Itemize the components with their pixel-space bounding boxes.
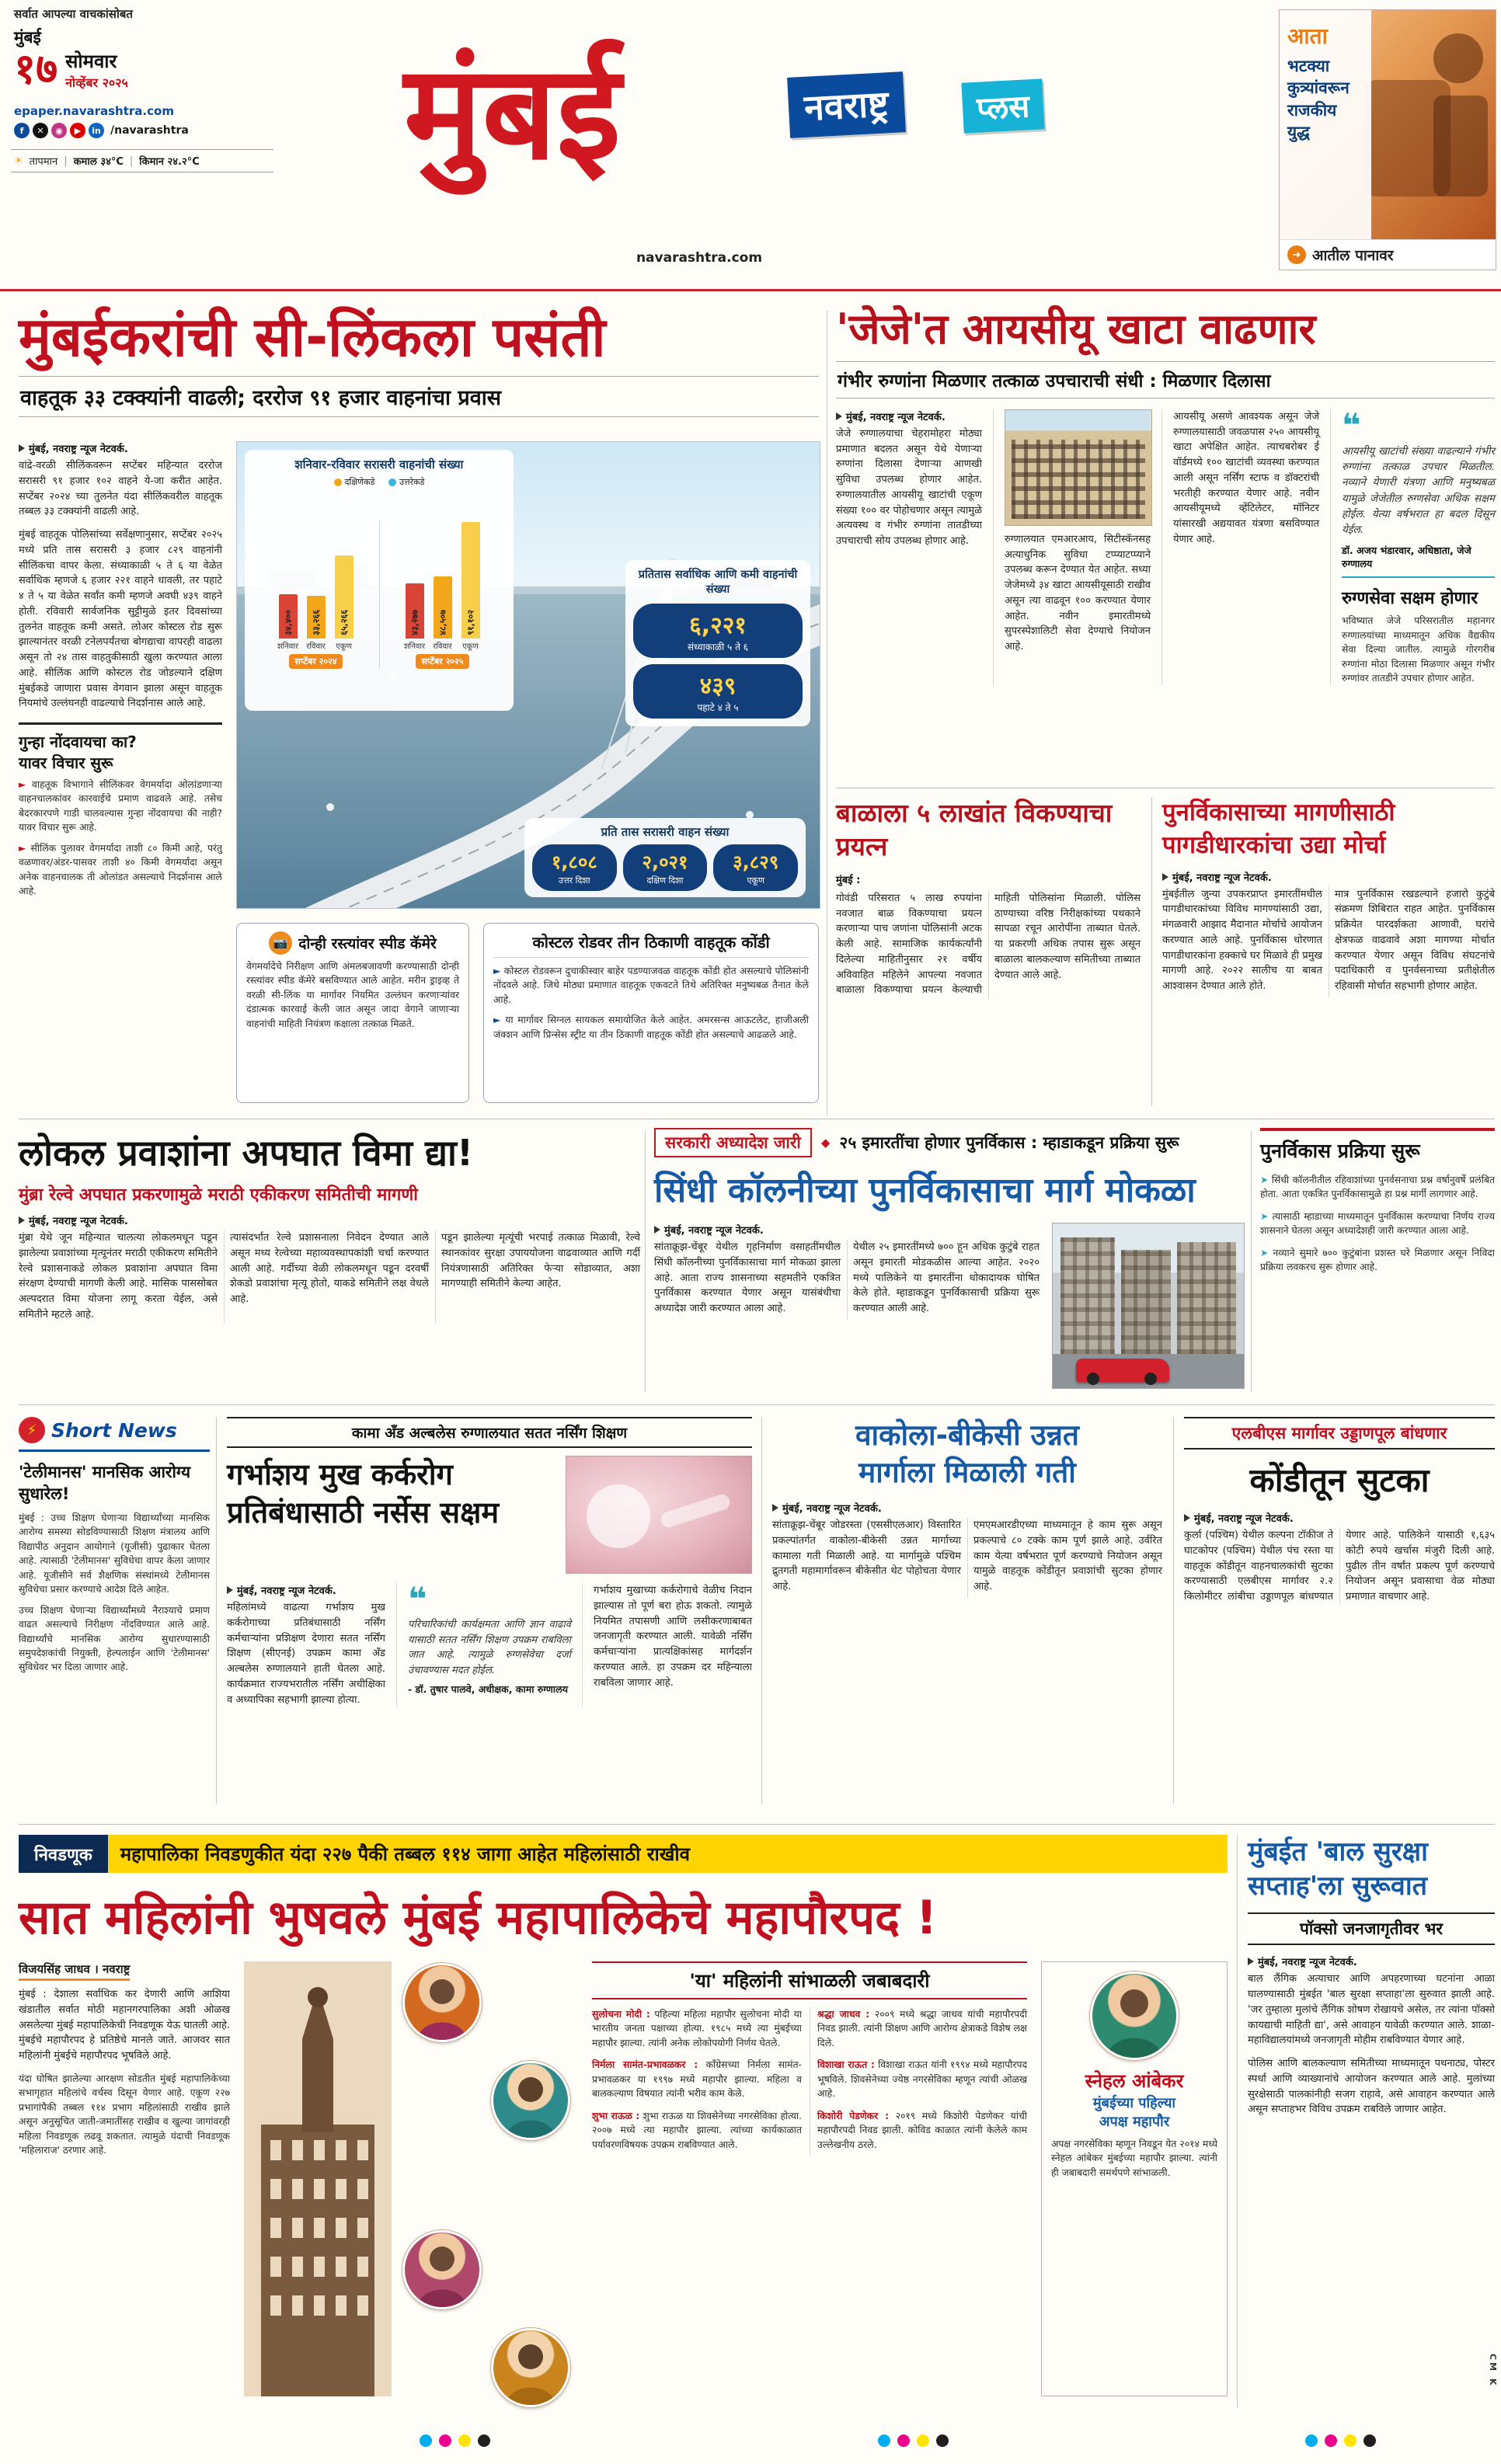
dateline (14, 44, 128, 93)
snehal-sub2: अपक्ष महापौर (1099, 2114, 1170, 2130)
mayor-portrait (402, 1963, 482, 2042)
jj-hospital-photo (1005, 409, 1152, 526)
peak-low-label: पहाटे ४ ते ५ (697, 701, 739, 713)
youtube-icon[interactable]: ▶ (70, 123, 85, 138)
chart-group-2025: ४३,२७७ शनिवार ४८,५०७ रविवार ९१,१०२ एकूण सप्टेंबर २०२५ (403, 520, 482, 669)
insurance-headline: लोकल प्रवाशांना अपघात विमा द्या! (19, 1132, 473, 1174)
jj-subhead: गंभीर रुग्णांना मिळणार तत्काळ उपचाराची संधी : मिळणार दिलासा (836, 361, 1495, 398)
sealink-para1: वांद्रे-वरळी सीलिंकवरून सप्टेंबर महिन्यात दररोज सरासरी ९१ हजार १०२ वाहने ये-जा करीत आहेत. सप्टेंबर २०२४ च्या तुलनेत यंदा सीलिंकवरील वाहतूक तब्बल ३३ टक्क्यांनी वाढली आहे. (19, 460, 222, 518)
divider (1251, 1131, 1252, 1392)
instagram-icon[interactable]: ◉ (51, 123, 67, 138)
divider (761, 1417, 762, 1804)
baby-headline: बाळाला ५ लाखांत विकण्याचा प्रयत्न (836, 798, 1113, 861)
cancer-col3 (594, 1583, 752, 1707)
cancer-col1-text: महिलांमध्ये वाढत्या गर्भाशय मुख कर्करोगाच्या प्रतिबंधासाठी नर्सिंग कर्मचाऱ्यांना प्रशिक्षण देणारा सतत नर्सिंग शिक्षण (सीएनई) उपक्रम कामा अँड अल्बलेस रुग्णालयाने हाती घेतला आहे. कार्यक्रमात राज्यभरातील नर्सिंग अधीक्षिका व अध्यापिका सहभागी झाल्या होत्या. (227, 1602, 385, 1706)
cancer-quote-text: परिचारिकांची कार्यक्षमता आणि ज्ञान वाढावे यासाठी सतत नर्सिंग शिक्षण उपक्रम राबविला जात आहे. त्यामुळे रुग्णसेवेचा दर्जा उंचावण्यास मदत होईल. (408, 1619, 571, 1676)
peak-high-label: संध्याकाळी ५ ते ६ (687, 641, 748, 653)
chart-group-label-2024: सप्टेंबर २०२४ (289, 654, 343, 669)
sindhi-kicker: सरकारी अध्यादेश जारी (654, 1128, 812, 1157)
article-local-insurance (19, 1128, 640, 1398)
sealink-headline: मुंबईकरांची सी-लिंकला पसंती (19, 305, 606, 369)
cancer-quote-col (396, 1580, 583, 1707)
childsafety-headline-line1: मुंबईत 'बाल सुरक्षा (1248, 1836, 1428, 1867)
quote-icon: ❝ (1342, 405, 1361, 444)
sindhi-col2: येथील २५ इमारतींमध्ये ७०० हून अधिक कुटुंबे राहत असून इमारती मोडकळीस आल्या आहेत. २०२० मध्ये पालिकेने या इमारतींना धोकादायक घोषित केले होते. म्हाडाकडून पुनर्विकासाची प्रक्रिया सुरू करण्यात आली आहे. (853, 1241, 1040, 1314)
hourly-card-title: प्रति तास सरासरी वाहन संख्या (601, 825, 730, 839)
sindhi-content (654, 1223, 1245, 1389)
masthead-title: मुंबई (404, 37, 621, 189)
cmyk-registration-dots (420, 2434, 497, 2450)
election-content (19, 1961, 1228, 2396)
election-headline: सात महिलांनी भुषवले मुंबई महापालिकेचे महापौरपद ! (19, 1891, 938, 1945)
hourly-stat-total: ३,८२९ एकूण (713, 844, 798, 891)
chart-group-label-2025: सप्टेंबर २०२५ (416, 654, 470, 669)
crime-box-title2: यावर विचार सुरू (19, 753, 113, 772)
date-monthyear: नोव्हेंबर २०२५ (65, 75, 128, 90)
divider (645, 1131, 646, 1392)
redev-bullet-3: ➤ नव्याने सुमारे ७०० कुटुंबांना प्रशस्त घरे मिळणार असून निविदा प्रक्रिया लवकरच सुरू होणार आहे. (1260, 1247, 1495, 1273)
childsafety-body2: पोलिस आणि बालकल्याण समितीच्या माध्यमातून पथनाट्य, पोस्टर स्पर्धा आणि व्याख्यानांचे आयोजन करण्यात आले आहे. मुलांच्या सुरक्षेसाठी पालकांनीही सजग राहावे, असे आवाहन करण्यात आले असून सप्ताहभर विविध उपक्रम राबविले जाणार आहेत. (1248, 2058, 1495, 2116)
election-body2: यंदा घोषित झालेल्या आरक्षण सोडतीत मुंबई महापालिकेच्या सभागृहात महिलांचे वर्चस्व दिसून येणार आहे. एकूण २२७ प्रभागांपैकी तब्बल ११४ प्रभाग महिलांसाठी राखीव झाले असून अनुसूचित जाती-जमातींसह राखीव व खुल्या जागांवरही महिला निवडणूक लढवू शकतात. त्यामुळे यंदाची निवडणूक 'महिलाराज' ठरणार आहे. (19, 2072, 230, 2156)
sealink-para2: मुंबई वाहतूक पोलिसांच्या सर्वेक्षणानुसार, सप्टेंबर २०२५ मध्ये प्रति तास सरासरी ३ हजार ८२९ वाहनांनी सीलिंकचा वापर केला. संध्याकाळी ५ ते ६ या वेळेत सर्वाधिक म्हणजे ६ हजार २२१ वाहने धावली, तर पहाटे ४ ते ५ या वेळेत सर्वांत कमी म्हणजे अवघी ४३९ वाहने होती. रविवारी सार्वजनिक सुट्टीमुळे इतर दिवसांच्या तुलनेत वाहतूक कमी असते. लोअर कोस्टल रोड सुरू झाल्यानंतर वरळी टनेलपर्यंतचा बोगद्याचा वापरही वाढला असून तो २४ तास वाहतुकीसाठी खुला करण्यात आला आहे. सीलिंक आणि कोस्टल रोड जोडल्याने दक्षिण मुंबईकडे जाणारा प्रवास वेगवान झाला असून वाहतूक नियमांचे उल्लंघनही वाढल्याचे निदर्शनास आले आहे. (19, 529, 222, 710)
divider (1151, 797, 1152, 1106)
legend-item-north: उत्तरेकडे (388, 477, 424, 487)
legend-dot-south (334, 479, 342, 486)
vakola-col1: सांताक्रूझ-चेंबूर जोडरस्ता (एससीएलआर) विस्तारित प्रकल्पांतर्गत वाकोला-बीकेसी उन्नत मार्गाच्या कामाला गती मिळाली आहे. या मार्गामुळे पश्चिम द्रुतगती महामार्गावरून बीकेसीत थेट पोहोचता येणार आहे. (772, 1519, 961, 1593)
crime-bullet-1: ► वाहतूक विभागाने सीलिंकवर वेगमर्यादा ओलांडणाऱ्या वाहनचालकांवर कारवाईचे प्रमाण वाढवले आहे. तसेच बेदरकारपणे गाडी चालवल्यास गुन्हा नोंदवायचा की नाही? यावर विचार सुरू आहे. (19, 779, 222, 834)
promo-line1: आता (1287, 23, 1328, 49)
site-url[interactable]: navarashtra.com (636, 250, 763, 266)
mayors-title: 'या' महिलांनी सांभाळली जबाबदारी (592, 1961, 1027, 1999)
promo-arrow-icon: ➜ (1287, 245, 1306, 264)
sealink-photo (236, 441, 820, 909)
pagdi-col1: मुंबईतील जुन्या उपकरप्राप्त इमारतींमधील पागडीधारकांच्या विविध मागण्यांसाठी उद्या, मंगळवारी आझाद मैदानात मोर्चाचे आयोजन करण्यात आले आहे. पुनर्विकास धोरणात पागडीधारकांना हक्काचे घर मिळावे ही प्रमुख मागणी आहे. २०२२ सालीच या बाबत आश्वासन देण्यात आले होते. (1162, 888, 1322, 993)
jj-substory-title: रुग्णसेवा सक्षम होणार (1342, 589, 1478, 609)
jj-col3-text: आयसीयू असणे आवश्यक असून जेजे रुग्णालयासाठी जवळपास २५० आयसीयू खाटा अपेक्षित आहेत. त्याचबरोबर ई वॉर्डमध्ये १०० खाटांची व्यवस्था करण्यात आली असून नर्सिंग स्टाफ व डॉक्टरांची भरतीही करण्यात येणार आहे. नवीन आयसीयूमध्ये व्हेंटिलेटर, मॉनिटर यांसारखी अद्ययावत यंत्रणा बसविण्यात येणार आहे. (1173, 410, 1319, 545)
weather-min: किमान २४.२°C (139, 156, 200, 168)
jj-byline: मुंबई, नवराष्ट्र न्यूज नेटवर्क. (836, 409, 982, 423)
article-lbs-flyover (1184, 1417, 1495, 1805)
redev-title: पुनर्विकास प्रक्रिया सुरू (1260, 1128, 1495, 1164)
shortnews-body2: उच्च शिक्षण घेणाऱ्या विद्यार्थ्यांमध्ये नैराश्याचे प्रमाण वाढत असल्याचे निरीक्षण नोंदविण्यात आले आहे. विद्यार्थ्यांचे मानसिक आरोग्य सुधारण्यासाठी समुपदेशकांची नियुक्ती, हेल्पलाईन आणि 'टेलीमानस' सुविधेवर भर दिला जाणार आहे. (19, 1604, 210, 1673)
x-icon[interactable]: ✕ (33, 123, 48, 138)
article-child-safety (1248, 1835, 1495, 2414)
pointer-icon: ► (19, 842, 26, 854)
hourly-stat-south: २,०२१ दक्षिण दिशा (623, 844, 708, 891)
insurance-col3: पडून झालेल्या मृत्यूंची भरपाई तत्काळ मिळावी, रेल्वे स्थानकांवर सुरक्षा उपाययोजना वाढवाव्यात आणि गर्दी नियंत्रणासाठी अतिरिक्त फेऱ्या सोडाव्यात, अशा मागण्याही समितीने केल्या आहेत. (441, 1232, 640, 1290)
article-sealink (19, 305, 819, 1115)
snehal-portrait (1090, 1972, 1179, 2060)
promo-teaser[interactable] (1279, 9, 1496, 270)
baby-body: गोवंडी परिसरात ५ लाख रुपयांना नवजात बाळ विकण्याचा प्रयत्न करणाऱ्या पाच जणांना पोलिसांनी अटक केली आहे. सामाजिक कार्यकर्त्यांनी दिलेल्या माहितीनुसार २१ वर्षीय अविवाहित महिलेने आपल्या नवजात बाळाला विकण्याचा प्रयत्न केल्याची माहिती पोलिसांना मिळाली. पोलिस ठाण्याच्या वरिष्ठ निरीक्षकांच्या पथकाने सापळा रचून आरोपींना ताब्यात घेतले. या प्रकरणी अधिक तपास सुरू असून बाळाला बालकल्याण समितीच्या ताब्यात देण्यात आले आहे. (836, 892, 1141, 997)
masthead-tagline: सर्वात आपल्या वाचकांसोबत (14, 7, 133, 21)
mayor-entry: सुलोचना मोदी : पहिल्या महिला महापौर सुलोचना मोदी या भारतीय जनता पक्षाच्या होत्या. १९८५ मध्ये त्या मुंबईच्या महापौर झाल्या. त्यांनी अनेक लोकोपयोगी निर्णय घेतले. (592, 2009, 802, 2048)
jj-col2-text: रुग्णालयात एमआरआय, सिटीस्कॅनसह अत्याधुनिक सुविधा टप्प्याटप्प्याने उपलब्ध करून देण्यात येत आहेत. सध्या जेजेमध्ये ३४ खाटा आयसीयूसाठी राखीव असून त्या वाढवून १०० करण्यात येणार आहेत. नवीन इमारतीमध्ये सुपरस्पेशालिटी सेवा देण्याचे नियोजन आहे. (1005, 533, 1151, 653)
social-row (14, 123, 189, 138)
redev-bullet-2: ➤ त्यासाठी म्हाडाच्या माध्यमातून पुनर्विकास करण्याचा निर्णय राज्य शासनाने घेतला असून अध्यादेशही जारी करण्यात आला आहे. (1260, 1210, 1495, 1237)
promo-line2: भटक्या कुत्र्यांवरून राजकीय युद्ध (1287, 57, 1350, 142)
masthead-header (0, 0, 1501, 292)
camera-icon: 📷 (269, 931, 292, 955)
sindhi-kicker-row (654, 1128, 1245, 1157)
jj-quote-author: डॉ. अजय भंडारवार, अधिष्ठाता, जेजे रुग्णालय (1342, 544, 1495, 578)
cancer-top (227, 1456, 752, 1574)
linkedin-icon[interactable]: in (89, 123, 104, 138)
sidebar-redev-process (1260, 1128, 1495, 1398)
baby-body-wrap (836, 872, 1141, 998)
vehicles-bar-chart (252, 520, 506, 669)
nursing-photo (566, 1456, 752, 1574)
mayor-entry: श्रद्धा जाधव : २००९ मध्ये श्रद्धा जाधव यांची महापौरपदी निवड झाली. त्यांनी शिक्षण आणि आरोग्य क्षेत्राकडे विशेष लक्ष दिले. (817, 2009, 1028, 2048)
election-text-col (19, 1961, 230, 2396)
divider (216, 1417, 217, 1804)
article-women-mayors (19, 1835, 1228, 2414)
social-handle[interactable]: /navarashtra (110, 124, 189, 137)
mayor-entry: शुभा राऊळ : शुभा राऊळ या शिवसेनेच्या नगरसेविका होत्या. २००७ मध्ये त्या महापौर झाल्या. त्यांच्या कार्यकाळात पर्यावरणविषयक उपक्रम राबविण्यात आले. (592, 2110, 802, 2150)
crime-bullet-2: ► सीलिंक पुलावर वेगमर्यादा ताशी ८० किमी आहे, परंतु वळणावर/अंडर-पासवर ताशी ४० किमी वेगमर्यादा असून अनेक वाहनचालक ती ओलांडत असल्याचे निदर्शनास आले आहे. (19, 842, 222, 897)
article-sindhi-colony (654, 1128, 1245, 1398)
insurance-col2: त्यासंदर्भात रेल्वे प्रशासनाला निवेदन देण्यात आले असून मध्य रेल्वेच्या महाव्यवस्थापकांशी चर्चा करण्यात आली आहे. गर्दीच्या वेळी लोकलमधून पडून दरवर्षी शेकडो प्रवाशांचा मृत्यू होतो, याकडे समितीने लक्ष वेधले आहे. (230, 1232, 429, 1305)
chart-title: शनिवार-रविवार सरासरी वाहनांची संख्या (294, 458, 464, 472)
epaper-link[interactable]: epaper.navarashtra.com (14, 104, 174, 118)
edition-city: मुंबई (14, 28, 41, 47)
snehal-box (1041, 1961, 1228, 2396)
go-arrow-icon: ➤ (1260, 1210, 1269, 1222)
pagdi-byline: मुंबई, नवराष्ट्र न्यूज नेटवर्क. (1162, 870, 1495, 884)
sun-icon: ☀ (14, 155, 23, 167)
election-intro: मुंबई : देशाला सर्वाधिक कर देणारी आणि आशिया खंडातील सर्वात मोठी महानगरपालिका अशी ओळख असलेल्या मुंबई महापालिकेची निवडणूक येऊ घातली आहे. मुंबईचे महापौरपद हे प्रतिष्ठेचे मानले जाते. आजवर सात महिलांनी मुंबईचे महापौरपद भूषविले आहे. (19, 1989, 230, 2062)
mayor-entry: किशोरी पेडणेकर : २०१९ मध्ये किशोरी पेडणेकर यांची महापौरपदी निवड झाली. कोविड काळात त्यांनी केलेले काम उल्लेखनीय ठरले. (817, 2110, 1027, 2150)
promo-caption (1280, 10, 1371, 240)
speed-box-title: दोन्ही रस्त्यांवर स्पीड कॅमेरे (298, 935, 437, 952)
short-news-brand (19, 1417, 210, 1452)
snehal-name: स्नेहल आंबेकर (1085, 2070, 1184, 2092)
sindhi-col1: सांताक्रूझ-चेंबूर येथील गृहनिर्माण वसाहतींमधील सिंधी कॉलनीच्या पुनर्विकासाचा मार्ग मोकळा झाला आहे. आता राज्य शासनाच्या सहमतीने एकत्रित पुनर्विकास करण्यात येणार असून यासंबंधीचा अध्यादेश जारी करण्यात आला आहे. (654, 1241, 841, 1314)
election-visual (244, 1961, 578, 2396)
sealink-text-column (19, 441, 222, 899)
insurance-subhead: मुंब्रा रेल्वे अपघात प्रकरणामुळे मराठी एकीकरण समितीची मागणी (19, 1185, 418, 1205)
cancer-kicker: कामा अँड अल्बलेस रुग्णालयात सतत नर्सिंग शिक्षण (227, 1417, 752, 1448)
speed-box-body: वेगमर्यादेचे निरीक्षण आणि अंमलबजावणी करण्यासाठी दोन्ही रस्त्यांवर स्पीड कॅमेरे बसविण्यात आले आहेत. मरीन ड्राइव्ह ते वरळी सी-लिंक या मार्गावर नियमित उल्लंघन करणाऱ्यांवर दंडात्मक कारवाई केली जात असून जादा वेगाने जाणाऱ्या वाहनांची माहिती नियंत्रण कक्षाला तत्काळ मिळते. (246, 961, 459, 1029)
sealink-subhead: वाहतूक ३३ टक्क्यांनी वाढली; दररोज ९१ हजार वाहनांचा प्रवास (19, 376, 819, 417)
insurance-byline: मुंबई, नवराष्ट्र न्यूज नेटवर्क. (19, 1213, 640, 1227)
sindhi-colony-photo (1052, 1223, 1245, 1389)
childsafety-body1: बाल लैंगिक अत्याचार आणि अपहरणाच्या घटनांना आळा घालण्यासाठी मुंबईत 'बाल सुरक्षा सप्ताहा'ला सुरुवात झाली आहे. 'जर तुम्हाला मुलांचे लैंगिक शोषण रोखायचे असेल, तर त्यांना पॉक्सो कायद्याची माहिती द्या', असे आवाहन यावेळी करण्यात आले. शाळा-महाविद्यालयांमध्ये जनजागृती मोहीम राबविण्यात येणार आहे. (1248, 1973, 1495, 2047)
lbs-kicker: एलबीएस मार्गावर उड्डाणपूल बांधणार (1184, 1417, 1495, 1450)
divider (19, 1404, 1495, 1405)
election-band (19, 1835, 1228, 1873)
lbs-headline: कोंडीतून सुटका (1249, 1461, 1430, 1499)
divider (1173, 1417, 1174, 1804)
jj-quote-text: आयसीयू खाटांची संख्या वाढल्याने गंभीर रुग्णांना तत्काळ उपचार मिळतील. नव्याने येणारी यंत्रणा आणि मनुष्यबळ यामुळे जेजेतील रुग्णसेवा अधिक सक्षम होईल. येत्या वर्षभरात हा बदल दिसून येईल. (1342, 444, 1495, 537)
pointer-icon: ► (493, 1014, 501, 1026)
vakola-col2: एमएमआरडीएच्या माध्यमातून हे काम सुरू असून प्रकल्पाचे ८० टक्के काम पूर्ण झाले आहे. उर्वरित काम येत्या वर्षभरात पूर्ण करण्याचे नियोजन असून यामुळे वाहतूक कोंडीतून प्रवाशांची सुटका होणार आहे. (973, 1519, 1162, 1593)
weather-strip: ☀ तापमान | कमाल ३४°C | किमान २४.२°C (11, 149, 273, 172)
vehicles-chart-card (245, 450, 514, 711)
coastal-bullet-2: ► या मार्गावर सिग्नल सायकल समायोजित केले आहेत. अमरसन्स आऊटलेट, हाजीअली जंक्शन आणि प्रिन्सेस स्ट्रीट या तीन ठिकाणी वाहतूक कोंडी होत असल्याचे आढळले आहे. (493, 1014, 809, 1040)
childsafety-headline-line2: सप्ताह'ला सुरूवात (1248, 1871, 1428, 1902)
election-byline: विजयसिंह जाधव । नवराष्ट्र (19, 1961, 130, 1981)
chart-group-2024: ३४,४०० शनिवार ३३,२६६ रविवार ६५,२६६ एकूण सप्टेंबर २०२४ (277, 520, 356, 669)
weather-label: तापमान (29, 156, 58, 168)
election-label: निवडणूक (19, 1835, 108, 1873)
cancer-col1: मुंबई, नवराष्ट्र न्यूज नेटवर्क. महिलांमध्ये वाढत्या गर्भाशय मुख कर्करोगाच्या प्रतिबंधासाठी नर्सिंग कर्मचाऱ्यांना प्रशिक्षण देणारा सतत नर्सिंग शिक्षण (सीएनई) उपक्रम कामा अँड अल्बलेस रुग्णालयाने हाती घेतला आहे. कार्यक्रमात राज्यभरातील नर्सिंग अधीक्षिका व अध्यापिका सहभागी झाल्या होत्या. (227, 1583, 385, 1707)
mayor-portrait (491, 2328, 570, 2407)
brand-navarashtra: नवराष्ट्र (787, 71, 906, 138)
childsafety-byline: मुंबई, नवराष्ट्र न्यूज नेटवर्क. (1248, 1954, 1495, 1968)
redev-bullet-1: ➤ सिंधी कॉलनीतील रहिवाशांच्या पुनर्वसनाचा प्रश्न वर्षानुवर्षे प्रलंबित होता. आता एकत्रित पुनर्विकासामुळे हा प्रश्न मार्गी लागणार आहे. (1260, 1175, 1495, 1200)
cmyk-registration-dots (878, 2434, 956, 2450)
jj-col1 (836, 409, 982, 686)
lbs-body: कुर्ला (पश्चिम) येथील कल्पना टॉकीज ते घाटकोपर (पश्चिम) येथील पंच रस्ता या वाहतूक कोंडीतून वाहनचालकांची सुटका करण्यासाठी एलबीएस मार्गावर २.२ किलोमीटर लांबीचा उड्डाणपूल बांधण्यात येणार आहे. पालिकेने यासाठी १,६३५ कोटी रुपये खर्चास मंजुरी दिली आहे. पुढील तीन वर्षांत प्रकल्प पूर्ण करण्याचे नियोजन असून प्रवासाचा वेळ मोठ्या प्रमाणात वाचणार आहे. (1184, 1530, 1495, 1603)
date-day: १७ (14, 44, 58, 93)
short-news-column (19, 1417, 210, 1805)
shortnews-headline: 'टेलीमानस' मानसिक आरोग्य सुधारेल! (19, 1463, 191, 1503)
article-vakola-bkc (772, 1417, 1162, 1805)
divider (19, 1824, 1495, 1825)
vakola-headline-line2: मार्गाला मिळाली गती (858, 1456, 1076, 1490)
pointer-icon: ► (493, 966, 501, 976)
mayor-entry: निर्मला सामंत-प्रभावळकर : काँग्रेसच्या निर्मला सामंत-प्रभावळकर या १९९७ मध्ये महापौर झाल्या. महिला व बालकल्याण विषयात त्यांनी भरीव काम केले. (592, 2059, 802, 2100)
pagdi-headline-line2: पागडीधारकांचा उद्या मोर्चा (1162, 830, 1386, 859)
bmc-building-illustration (244, 1961, 392, 2396)
election-band-text: महापालिका निवडणुकीत यंदा २२७ पैकी तब्बल ११४ जागा आहेत महिलांसाठी राखीव (108, 1835, 1228, 1873)
cmyk-registration-label: CM K (1488, 2354, 1498, 2388)
sindhi-text (654, 1223, 1040, 1389)
childsafety-kicker: पॉक्सो जनजागृतीवर भर (1248, 1912, 1495, 1945)
brand-plus: प्लस (961, 78, 1044, 133)
coastal-bullet-1: ► कोस्टल रोडवरून दुचाकीस्वार बाहेर पडण्याजवळ वाहतूक कोंडी होत असल्याचे पोलिसांनी नोंदवले आहे. जिथे मोठ्या प्रमाणात वाहतूक एकवटते तिथे अतिरिक्त मनुष्यबळ तैनात केले आहे. (493, 966, 809, 1005)
pagdi-headline-line1: पुनर्विकासाच्या मागणीसाठी (1162, 799, 1395, 827)
mayor-portrait (491, 2061, 570, 2140)
pagdi-col2: मात्र पुनर्विकास रखडल्याने हजारो कुटुंबे संक्रमण शिबिरात राहत आहेत. पुनर्विकास प्रक्रियेत पारदर्शकता आणावी, घरांचे क्षेत्रफळ वाढवावे अशा मागण्या मोर्चात करण्यात येणार असून विविध संघटनांचे पदाधिकारी व पुनर्वसनाच्या प्रतीक्षेतील रहिवासी मोर्चात सहभागी होणार आहेत. (1335, 888, 1495, 993)
jj-col2 (993, 409, 1151, 686)
mayors-list-col (592, 1961, 1027, 2396)
hourly-stats-row (532, 844, 798, 891)
cancer-body (227, 1580, 752, 1707)
jj-body (836, 405, 1495, 686)
baby-byline: मुंबई : (836, 874, 861, 886)
article-pagdi-morcha (1162, 797, 1495, 1109)
diamond-icon: ◆ (820, 1136, 831, 1150)
sindhi-topline: २५ इमारतींचा होणार पुनर्विकास : म्हाडाकडून प्रक्रिया सुरू (839, 1133, 1179, 1152)
jj-col3 (1161, 409, 1319, 686)
mayor-entry: विशाखा राऊत : विशाखा राऊत यांनी १९९४ मध्ये महापौरपद भूषविले. शिवसेनेच्या ज्येष्ठ नगरसेविका म्हणून त्यांची ओळख आहे. (817, 2059, 1027, 2100)
date-weekday: सोमवार (65, 50, 117, 72)
legend-dot-north (388, 479, 396, 486)
jj-col1-text: जेजे रुग्णालयाचा चेहरामोहरा मोठ्या प्रमाणात बदलत असून येथे येणाऱ्या रुग्णांना दिलासा देणाऱ्या आणखी सुविधा उपलब्ध होणार आहेत. रुग्णालयातील आयसीयू खाटांची एकूण संख्या १०० वर पोहोचणार असून त्यामुळे अत्यवस्थ व गंभीर रुग्णांना तातडीच्या उपचाराची सोय उपलब्ध होणार आहे. (836, 427, 982, 548)
sindhi-headline: सिंधी कॉलनीच्या पुनर्विकासाचा मार्ग मोकळा (654, 1171, 1196, 1210)
peak-card-title: प्रतितास सर्वाधिक आणि कमी वाहनांची संख्या (638, 569, 798, 596)
article-baby-sale (836, 797, 1141, 1109)
flash-icon: ⚡ (19, 1417, 45, 1443)
insurance-body (19, 1230, 640, 1323)
legend-item-south: दक्षिणेकडे (334, 477, 375, 487)
byline-arrow-icon (19, 444, 25, 452)
go-arrow-icon: ➤ (1260, 1175, 1269, 1185)
cmyk-registration-dots (1305, 2434, 1383, 2450)
article-nurses-cancer (227, 1417, 752, 1805)
article-jj-icu (836, 305, 1495, 783)
cancer-headline-line2: प्रतिबंधासाठी नर्सेस सक्षम (227, 1495, 500, 1530)
pointer-icon: ► (19, 779, 26, 790)
cancer-col3-text: गर्भाशय मुखाच्या कर्करोगाचे वेळीच निदान झाल्यास तो पूर्ण बरा होऊ शकतो. त्यामुळे नियमित तपासणी आणि लसीकरणाबाबत जनजागृती करण्यात आली. यावेळी नर्सिंग कर्मचाऱ्यांना प्रात्यक्षिकांसह मार्गदर्शन करण्यात आले. हा उपक्रम दर महिन्याला राबविला जाणार आहे. (594, 1585, 752, 1689)
hourly-stats-card (524, 818, 806, 897)
peak-high-pill (633, 604, 803, 658)
mayor-portrait (402, 2230, 482, 2309)
brand-logo (789, 75, 1043, 135)
promo-footer[interactable] (1280, 239, 1496, 270)
jj-substory-body: भविष्यात जेजे परिसरातील महानगर रुग्णालयांच्या माध्यमातून अधिक वैद्यकीय सेवा दिल्या जातील. त्यामुळे गोरगरीब रुग्णांना मोठा दिलासा मिळणार असून गंभीर रुग्णांवर तातडीने उपचार होणार आहेत. (1342, 615, 1495, 684)
masthead-rule (0, 289, 1501, 291)
weather-max: कमाल ३४°C (73, 156, 124, 168)
shortnews-body1: मुंबई : उच्च शिक्षण घेणाऱ्या विद्यार्थ्यांच्या मानसिक आरोग्य समस्या सोडविण्यासाठी शिक्षण मंत्रालय आणि विद्यापीठ अनुदान आयोगाने (यूजीसी) पुढाकार घेतला आहे. त्यासाठी 'टेलीमानस' सुविधेचा वापर केला जाणार आहे. यूजीसीने सर्व शैक्षणिक संस्थांमध्ये टेलीमानस सुविधेचा प्रसार करण्याचे आदेश दिले आहेत. (19, 1512, 210, 1596)
lbs-byline: मुंबई, नवराष्ट्र न्यूज नेटवर्क. (1184, 1511, 1495, 1525)
facebook-icon[interactable]: f (14, 123, 30, 138)
insurance-col1: मुंब्रा येथे जून महिन्यात चालत्या लोकलमधून पडून झालेल्या प्रवाशांच्या मृत्यूनंतर मराठी एकीकरण समितीने रेल्वे प्रशासनाकडे लोकल प्रवाशांना अपघात विमा संरक्षण देण्याची मागणी केली आहे. मासिक पाससोबत अल्पदरात विमा योजना लागू करता येईल, असे समितीने म्हटले आहे. (19, 1232, 218, 1321)
jj-col4 (1330, 405, 1495, 686)
go-arrow-icon: ➤ (1260, 1247, 1269, 1258)
peak-stats-card (625, 560, 810, 726)
peak-high-value: ६,२२१ (689, 611, 747, 639)
sindhi-byline: मुंबई, नवराष्ट्र न्यूज नेटवर्क. (654, 1223, 1040, 1237)
vakola-byline: मुंबई, नवराष्ट्र न्यूज नेटवर्क. (772, 1501, 1162, 1515)
quote-icon: ❝ (408, 1580, 427, 1618)
vakola-body (772, 1518, 1162, 1598)
divider (1237, 1835, 1238, 2408)
cancer-quote-author: - डॉ. तुषार पालवे, अधीक्षक, कामा रुग्णालय (408, 1683, 569, 1695)
promo-link-label[interactable]: आतील पानावर (1312, 247, 1394, 264)
crime-consideration-box (19, 722, 222, 899)
cancer-headline-line1: गर्भाशय मुख कर्करोग (227, 1457, 453, 1491)
short-news-label: Short News (51, 1418, 177, 1442)
vakola-headline-line1: वाकोला-बीकेसी उन्नत (855, 1418, 1079, 1452)
hourly-stat-north: १,८०८ उत्तर दिशा (532, 844, 617, 891)
jj-headline: 'जेजे'त आयसीयू खाटा वाढणार (836, 305, 1316, 353)
snehal-body: अपक्ष नगरसेविका म्हणून निवडून येत २०१४ मध्ये स्नेहल आंबेकर मुंबईच्या महापौर झाल्या. त्यांनी ही जबाबदारी समर्थपणे सांभाळली. (1051, 2139, 1217, 2178)
chart-legend (252, 476, 506, 488)
peak-low-value: ४३९ (699, 672, 737, 700)
coastal-box-title: कोस्टल रोडवर तीन ठिकाणी वाहतूक कोंडी (493, 931, 809, 958)
coastal-congestion-box (483, 923, 819, 1103)
sealink-byline: मुंबई, नवराष्ट्र न्यूज नेटवर्क. (19, 441, 222, 455)
pagdi-body (1162, 887, 1495, 997)
peak-low-pill (633, 664, 803, 719)
speed-camera-box (236, 923, 469, 1103)
snehal-sub1: मुंबईच्या पहिल्या (1092, 2095, 1176, 2111)
crime-box-title1: गुन्हा नोंदवायचा का? (19, 733, 137, 751)
